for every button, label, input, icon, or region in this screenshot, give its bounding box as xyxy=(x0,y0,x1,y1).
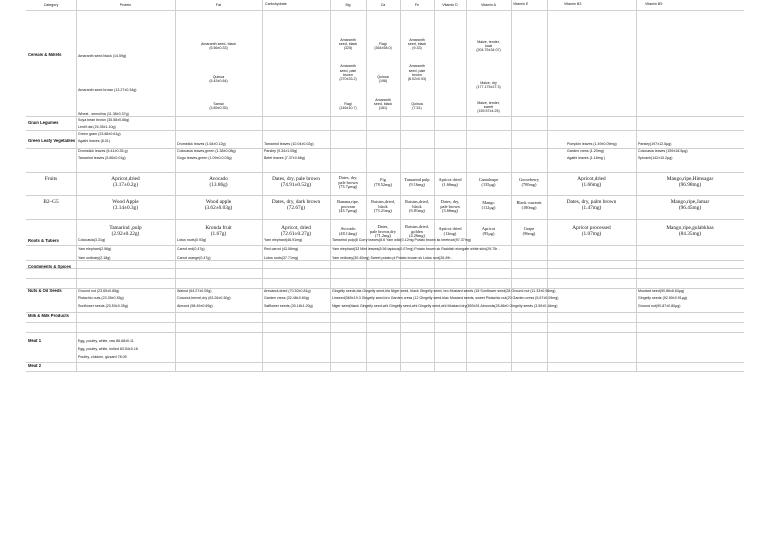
cereal-vita-2: Maize, dry (177.175±27.3) xyxy=(476,80,501,89)
header-vitamin-a: Vitamin A xyxy=(480,2,497,7)
nuts-carb-1: Arecanut,dried (70.52±0.81g) xyxy=(264,289,311,293)
header-vitamin-d: Vitamin D xyxy=(442,2,458,7)
leafy-b9-3: Spinach(142±10.2µg) xyxy=(638,156,673,160)
cereal-fat-1: Amaranth seed- black (5.56±0.33) xyxy=(201,41,236,50)
fruit-fe-1: Tamarind pulp (9.16mg) xyxy=(404,177,430,187)
fruit-vita-3: Apricot (95µg) xyxy=(481,226,496,236)
meat1-protein-2: Egg, poultry, white, boiled 83.54±0.16 xyxy=(78,347,138,351)
fruit-vite-1: Gooseberry (700mg) xyxy=(518,177,540,187)
nutrient-table xyxy=(26,0,744,372)
nuts-fat-3: Almond (58.49±0.69g) xyxy=(177,304,213,308)
category-green-leafy: Green Leafy Vegetables xyxy=(28,139,76,143)
fruit-vita-2: Mango (112µg) xyxy=(481,200,496,210)
roots-carb-2: Red carrot (43.06mg) xyxy=(264,247,299,251)
header-category: Category xyxy=(43,2,59,7)
nuts-protein-2: Pistachio nuts (23.35±0.35g) xyxy=(78,296,124,300)
category-cereals: Cereals & Millets xyxy=(28,53,62,57)
roots-fat-3: Carrot orange(0.47g) xyxy=(177,256,211,260)
leafy-protein-2: Drumstick leaves (6.41±0.35 g) xyxy=(78,149,128,153)
fruit-protein-1: Apricot,dried (3.17±0.2g) xyxy=(111,176,140,188)
header-fat: Fat xyxy=(215,2,222,7)
cereal-fat-2: Quinoa (5.43±0.64) xyxy=(209,74,228,83)
cereal-protein-1: Amaranth seed black (14.59g) xyxy=(78,54,127,58)
cereal-fe-1: Amaranth seed, black (9.33) xyxy=(407,37,427,51)
nuts-protein-1: Ground nut (23.65±0.85g) xyxy=(78,289,120,293)
nuts-b9-3: Ground nut(90.87±0.80µg) xyxy=(638,304,681,308)
roots-rest-2: Yam elephant(33 Mint leaves(8.56 tapioca(0.07mg) Potato brown sk Raddish elongate white skin(29.75r - xyxy=(332,247,500,251)
category-roots-tubers: Roots & Tubers xyxy=(28,239,59,243)
cereal-ca-3: Amaranth seed, black (181) xyxy=(373,97,393,111)
legume-protein-1: Soya bean brown (35.58±0.66g) xyxy=(78,118,130,122)
fruit-fe-3: Raisins,dried, golden (4.26mg) xyxy=(405,224,429,239)
header-carbohydrate: Carbohydrate xyxy=(265,2,287,6)
nuts-protein-3: Sunflower seeds (23.53±0.35g) xyxy=(78,304,128,308)
fruit-ca-3: Dates, pale brown,dry (71.2mg) xyxy=(369,224,396,239)
meat1-protein-3: Poultry, chicken, gizzard 78.05 xyxy=(78,355,127,359)
cereal-ca-2: Quinoa (198) xyxy=(377,74,389,83)
cereal-mg-3: Ragi (146±10.7) xyxy=(339,101,357,110)
legume-protein-3: Green gram (23.88±0.61g) xyxy=(78,132,121,136)
cereal-fe-3: Quinoa (7.51) xyxy=(411,101,423,110)
leafy-carb-3: Betel leaves (7.37±0.66g) xyxy=(264,156,305,160)
cereal-mg-1: Amaranth seed, black (325) xyxy=(338,37,358,51)
fruit-carb-3: Apricot, dried (72.61±0.27g) xyxy=(280,225,312,237)
roots-carb-3: Lotus roots(37.71mg) xyxy=(264,256,299,260)
fruit-ca-2: Raisins,dried, black (73.21mg) xyxy=(371,199,395,214)
fruit-mg-3: Avocado (48.14mg) xyxy=(338,226,358,236)
category-meat-1: Meat 1 xyxy=(28,339,42,343)
fruit-fat-1: Avocado (13.86g) xyxy=(209,176,228,188)
fruit-mg-1: Dates, dry, pale brown (73.7µmg) xyxy=(338,175,358,190)
fruit-vitd-2: Dates, dry, pale brown (3.66mg) xyxy=(440,199,460,214)
fruit-b9-2: Mango,ripe,Jamar (96.45mg) xyxy=(670,199,710,211)
roots-carb-1: Yam elephant(46.91mg) xyxy=(264,238,303,242)
header-vitamin-b3: Vitamin B3 xyxy=(564,2,582,6)
roots-protein-3: Yam ordinary(2.18g) xyxy=(78,256,111,260)
fruit-b3-1: Apricot,dried (1.66mg) xyxy=(577,176,606,188)
fruit-b3-2: Dates, dry, palm brown (1.47mg) xyxy=(566,199,617,211)
header-protein: Protein xyxy=(119,2,132,7)
cereal-ca-1: Ragi (364±58.0) xyxy=(374,41,392,50)
cereal-protein-3: Wheat , semolina (11.38±0.37g) xyxy=(78,112,129,116)
cereal-vita-1: Maize, tender, local (204.75±34.07) xyxy=(476,39,501,53)
leafy-fat-1: Drumstick leaves (1.64±0.12g) xyxy=(177,142,226,146)
fruit-carb-1: Dates, dry, pale brown (74.91±0.52g) xyxy=(272,176,320,188)
fruit-fe-2: Raisins,dried, black (6.81mg) xyxy=(405,199,429,214)
category-b2-g5: B2–G5 xyxy=(43,199,59,206)
nuts-fat-1: Walnut (64.27±0.05g) xyxy=(177,289,212,293)
leafy-b3-1: Pumpkin leaves (1.49±0.09mg) xyxy=(567,142,617,146)
nuts-b9-2: Gingelly seeds (92.50±0.91µg) xyxy=(638,296,687,300)
nuts-rest-2: Linseed(369±19.3 Gingelly seed,bro Garden cress (12 Gingelly seed,blac Mustard seeds, sweet Pistachio nut(20 Garden cress (5.67±0.09mg) xyxy=(332,296,559,300)
roots-protein-1: Colocasia(3.31g) xyxy=(78,238,106,242)
category-meat-2: Meat 2 xyxy=(28,364,42,368)
leafy-carb-1: Tamarind leaves (10.04±0.02g) xyxy=(264,142,314,146)
leafy-carb-2: Parsley (9.34±1.05g) xyxy=(264,149,298,153)
header-mg: Mg xyxy=(345,2,351,7)
roots-rest-1: Tamarind pulp(8 Curry leaves(8.6 Yam wild(0.12mg Potato brown sk beetroot(97.37mg) xyxy=(332,238,471,242)
category-grain-legumes: Grain Legumes xyxy=(28,121,59,125)
cereal-fat-3: Samai (3.89±0.35) xyxy=(209,101,228,110)
category-milk: Milk & Milk Products xyxy=(28,314,69,318)
legume-protein-2: Lentil dal (24.35±1.10g) xyxy=(78,125,116,129)
fruit-ca-1: Fig (78.52mg) xyxy=(373,177,393,187)
leafy-b9-2: Colocasia leaves (159±18.5µg) xyxy=(638,149,688,153)
header-fe: Fe xyxy=(414,2,420,7)
category-nuts: Nuts & Oil Seeds xyxy=(28,289,62,293)
leafy-b9-1: Parsley(197±12.5µg) xyxy=(638,142,672,146)
fruit-protein-2: Wood Apple (3.14±0.3g) xyxy=(112,199,139,211)
cereal-protein-2: Amaranth seed brown (13.27±0.34g) xyxy=(78,88,137,92)
leafy-fat-3: Gogu leaves,green (1.09±0.0.03g) xyxy=(177,156,232,160)
leafy-b3-3: Agathi leaves (1.18mg ) xyxy=(567,156,605,160)
nuts-rest-1: Gingelly seeds,bla Gingelly seed,bla Niger seed, black Gingelly seed, bro Mustard seeds (18 Sunflower seed(28 Ground nut (11.33±0.06mg) xyxy=(332,289,556,293)
cereal-mg-2: Amaranth seed, pale brown (270±33.2) xyxy=(339,64,357,82)
fruit-mg-2: Banana,ripe, poovam (43.7µmg) xyxy=(337,199,359,214)
roots-rest-3: Yam ordinary(30.40mg) Sweet potato pi Potato brown sk Lotus root(26.49r - xyxy=(332,256,453,260)
roots-protein-2: Yam elephant(2.56g) xyxy=(78,247,112,251)
fruit-vita-1: Cantaloupe (135µg) xyxy=(478,177,499,187)
category-fruits: Fruits xyxy=(44,176,58,183)
fruit-vite-3: Grape (96mg) xyxy=(522,226,536,236)
cereal-fe-2: Amaranth seed, pale brown (8.02±0.93) xyxy=(407,64,427,82)
nuts-rest-3: Niger seed(black Gingelly seed,whi Gingelly seed,whi Gingelly seed,whi Mustard dry(893±51 Almonds(25.86±0 Gingelly seeds (3.59±0.16mg) xyxy=(332,304,558,308)
leafy-b3-2: Garden cress (1.20mg) xyxy=(567,149,604,153)
nuts-b9-1: Mustard seed(90.86±6.63µg) xyxy=(638,289,685,293)
fruit-vitd-3: Apricot dried (12mg) xyxy=(438,226,462,236)
header-vitamin-e: Vitamin E xyxy=(513,2,529,6)
nuts-carb-3: Safflower seeds (30.18±1.20g) xyxy=(264,304,313,308)
fruit-carb-2: Dates, dry, dark brown (72.67g) xyxy=(271,199,321,211)
header-vitamin-b9: Vitamin B9 xyxy=(645,2,663,6)
fruit-vitd-1: Apricot dried (1.66mg) xyxy=(438,177,462,187)
fruit-vite-2: Black currants (180mg) xyxy=(516,200,542,210)
fruit-b9-1: Mango,ripe,Himsagar (96.98mg) xyxy=(666,176,714,188)
fruit-b3-3: Apricot processed (1.07mg) xyxy=(572,225,611,237)
fruit-protein-3: Tamarind ,pulp (2.92±0.22g) xyxy=(109,225,142,237)
nuts-carb-2: Garden cress (32.48±0.60g) xyxy=(264,296,309,300)
roots-fat-1: Lotus roots(0.93g) xyxy=(177,238,207,242)
category-condiments: Condiments & Spices xyxy=(28,265,72,269)
header-ca: Ca xyxy=(380,2,386,7)
leafy-protein-1: Agathi leaves (8.01) xyxy=(78,139,110,143)
fruit-fat-2: Wood apple (3.62±0.03g) xyxy=(204,199,233,211)
leafy-protein-3: Tamarind leaves (5.86±0.01g) xyxy=(78,156,126,160)
meat1-protein-1: Egg, poultry, white, raw 86.68±0.11 xyxy=(78,339,134,343)
leafy-fat-2: Colocasia leaves,green (1.38±0.08g) xyxy=(177,149,236,153)
roots-fat-2: Carrot red(0.47g) xyxy=(177,247,205,251)
fruit-fat-3: Kronda fruit (1.67g) xyxy=(205,225,232,237)
fruit-b9-3: Mango,ripe,gulabkhas (84.35mg) xyxy=(666,225,714,237)
nuts-fat-2: Coconut,kernel,dry (63.26±0.30g) xyxy=(177,296,231,300)
cereal-vita-3: Maize, tender, sweet (159.57±4.25) xyxy=(477,100,500,114)
